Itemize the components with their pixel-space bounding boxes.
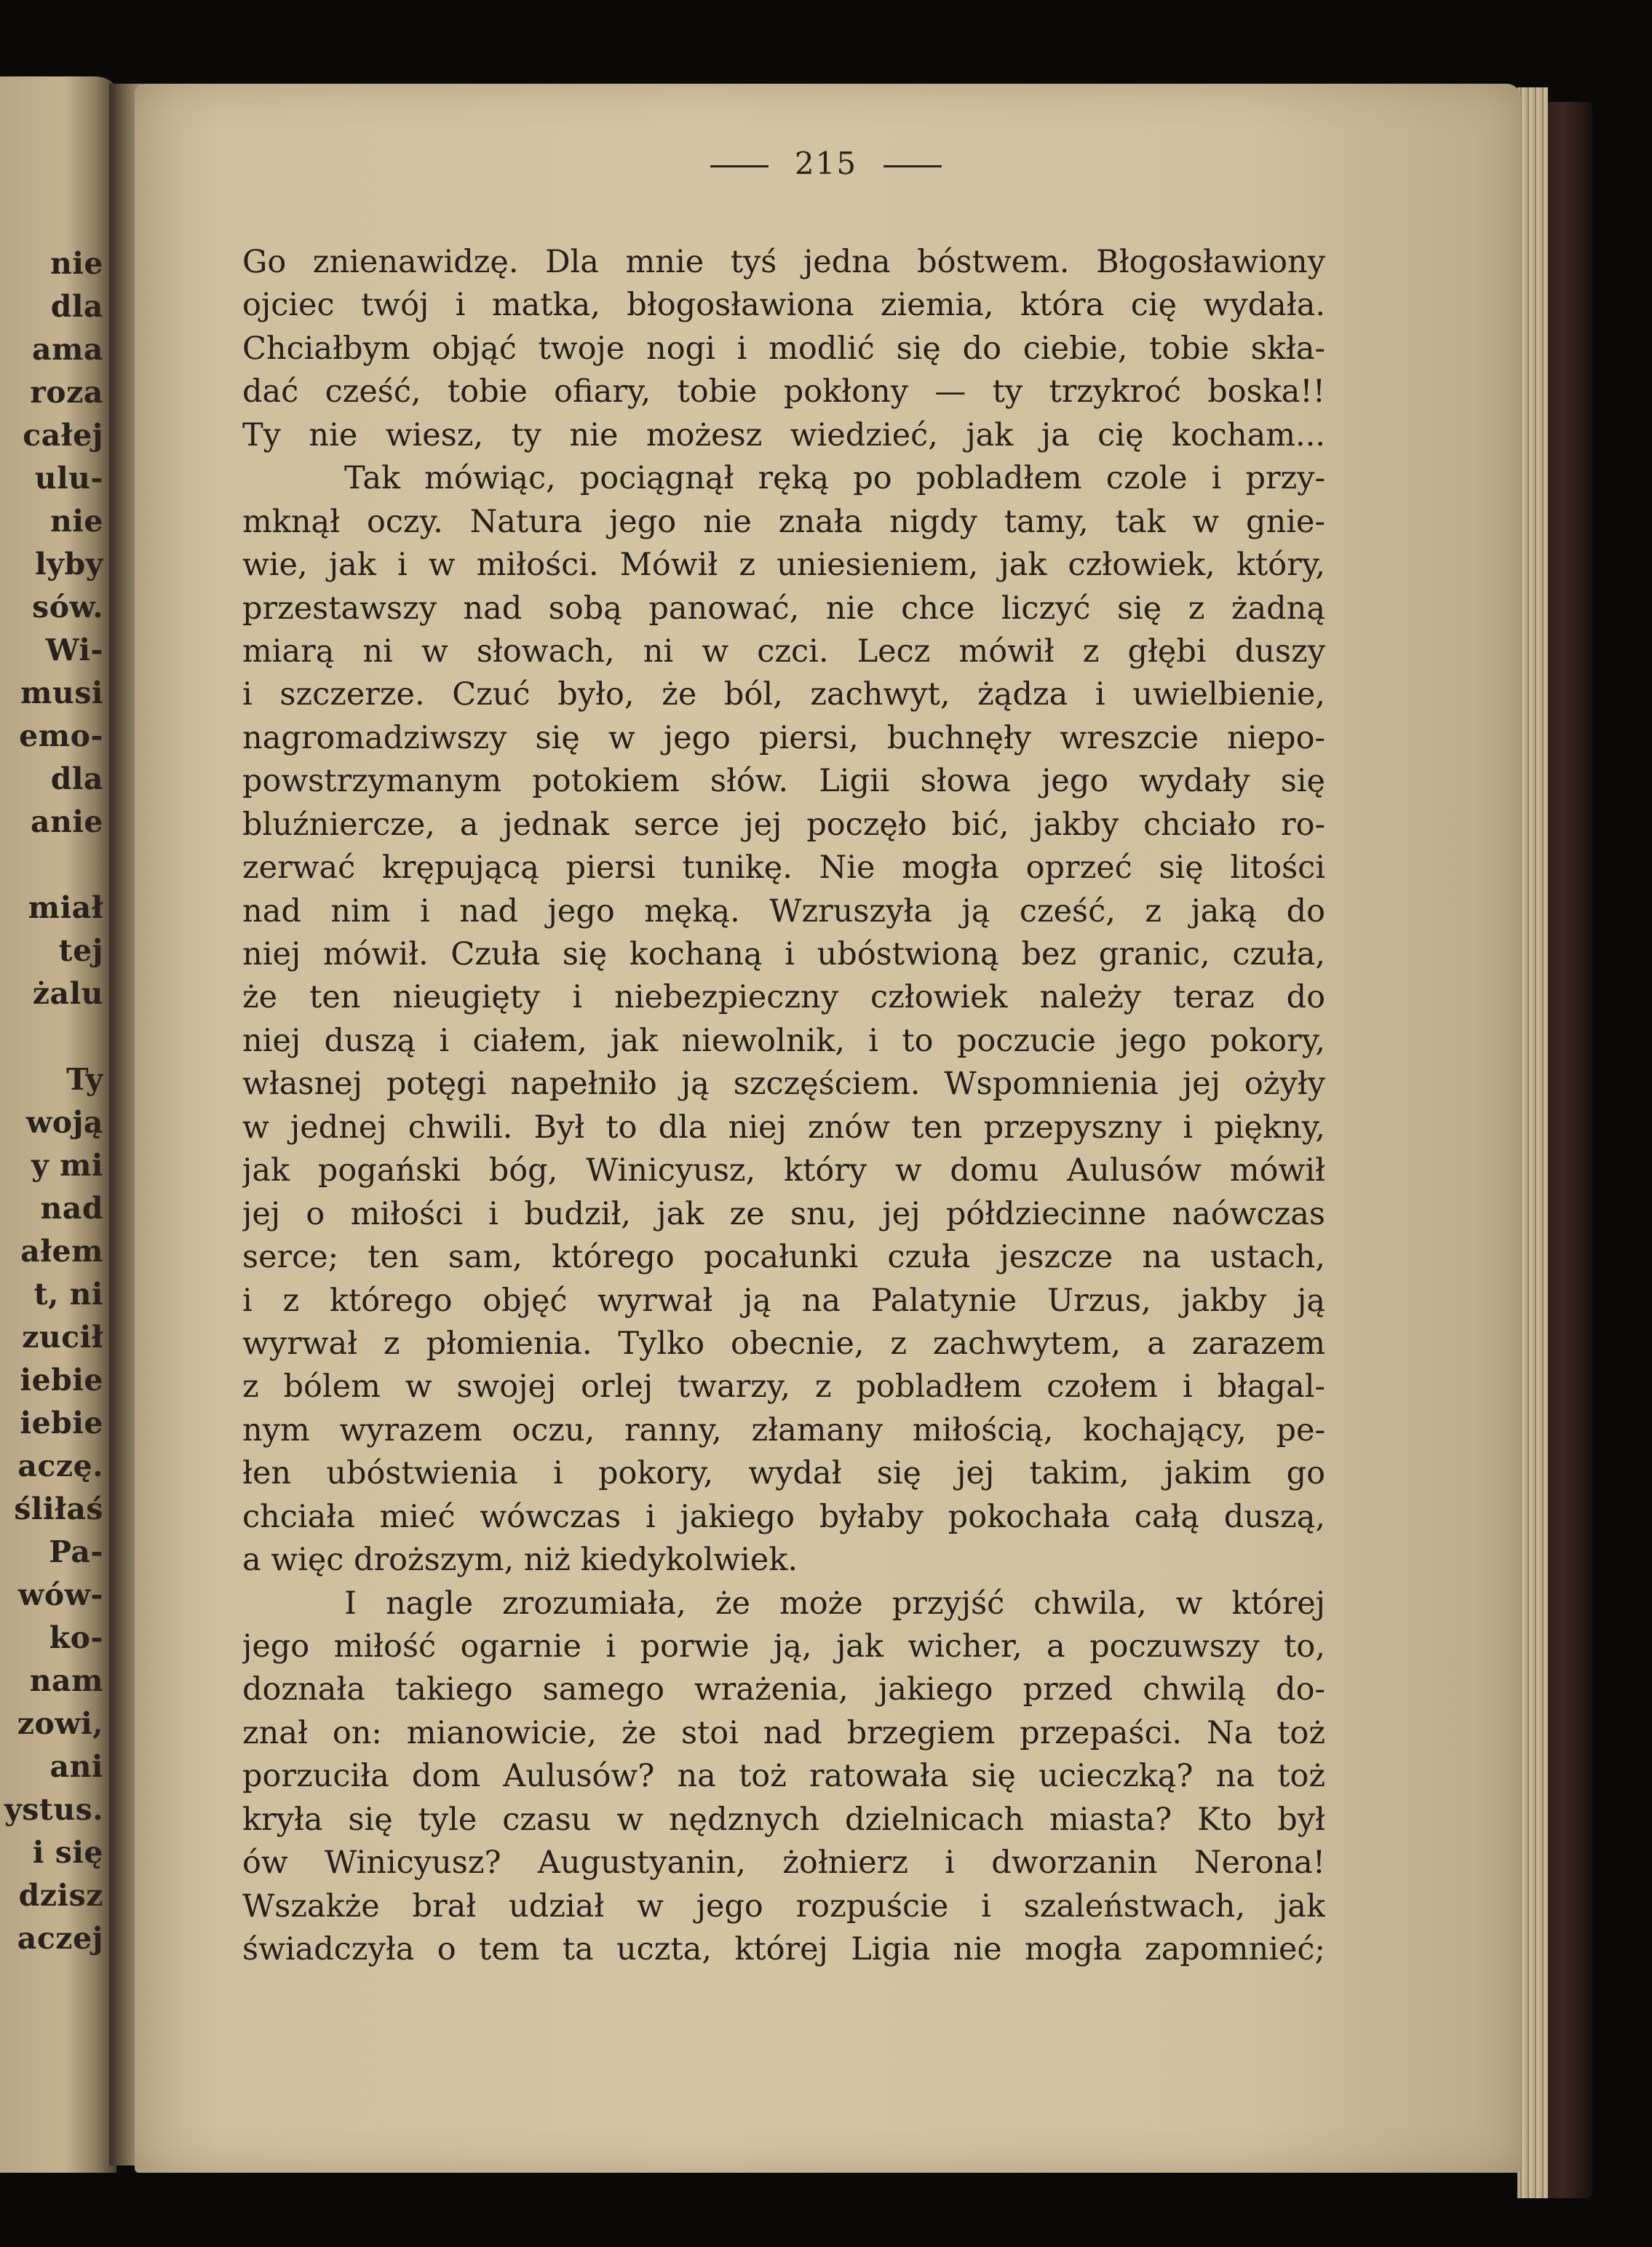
page-number: 215 xyxy=(794,146,858,181)
fragment-line: tej xyxy=(58,933,103,968)
fragment-line: ani xyxy=(49,1749,103,1784)
text-line: miarą ni w słowach, ni w czci. Lecz mówił z głębi duszy xyxy=(242,633,1325,670)
previous-page-edge xyxy=(0,76,116,2173)
fragment-line: lyby xyxy=(35,547,103,582)
text-line: chciała mieć wówczas i jakiego byłaby pokochała całą duszą, xyxy=(242,1498,1325,1535)
text-line: mknął oczy. Natura jego nie znała nigdy tamy, tak w gnie- xyxy=(242,503,1325,540)
text-line: znał on: mianowicie, że stoi nad brzegiem przepaści. Na toż xyxy=(242,1714,1325,1751)
fragment-line: miał xyxy=(28,890,103,925)
text-line: Ty nie wiesz, ty nie możesz wiedzieć, jak ja cię kocham... xyxy=(242,416,1325,453)
text-line: ojciec twój i matka, błogosławiona ziemia, która cię wydała. xyxy=(242,287,1325,324)
fragment-line: dla xyxy=(50,761,103,796)
fragment-line: wów- xyxy=(18,1577,103,1612)
page-edges xyxy=(1517,87,1548,2198)
text-line: wie, jak i w miłości. Mówił z uniesieniem, jak człowiek, który, xyxy=(242,547,1325,584)
text-line: serce; ten sam, którego pocałunki czuła jeszcze na ustach, xyxy=(242,1239,1325,1276)
text-line: ów Winicyusz? Augustyanin, żołnierz i dworzanin Nerona! xyxy=(242,1844,1325,1882)
fragment-line: woją xyxy=(25,1105,103,1140)
fragment-line: ko- xyxy=(49,1620,103,1655)
fragment-line: t, ni xyxy=(33,1277,103,1312)
fragment-line: sów. xyxy=(32,590,103,625)
fragment-line: zucił xyxy=(22,1320,103,1355)
fragment-line: nad xyxy=(40,1191,103,1226)
text-line: zerwać krępującą piersi tunikę. Nie mogła oprzeć się litości xyxy=(242,849,1325,887)
text-line: łen ubóstwienia i pokory, wydał się jej takim, jakim go xyxy=(242,1455,1325,1492)
fragment-line: całej xyxy=(23,418,103,453)
text-line: kryła się tyle czasu w nędznych dzielnicach miasta? Kto był xyxy=(242,1801,1325,1838)
header-dash-right xyxy=(883,165,942,167)
text-line: Go znienawidzę. Dla mnie tyś jedna bóstwem. Błogosławiony xyxy=(242,244,1325,280)
previous-page-line-fragments xyxy=(1,242,103,1960)
fragment-line: i się xyxy=(32,1835,103,1870)
fragment-line xyxy=(1,844,103,887)
text-line: wyrwał z płomienia. Tylko obecnie, z zachwytem, a zarazem xyxy=(242,1325,1325,1362)
fragment-line: nie xyxy=(50,246,103,281)
fragment-line: anie xyxy=(30,804,103,839)
paragraph-start-line: Tak mówiąc, pociągnął ręką po pobladłem czole i przy- xyxy=(344,460,1325,497)
fragment-line: musi xyxy=(20,675,103,710)
text-line: własnej potęgi napełniło ją szczęściem. Wspomnienia jej ożyły xyxy=(242,1066,1325,1103)
text-line: niej mówił. Czuła się kochaną i ubóstwioną bez granic, czuła, xyxy=(242,936,1325,972)
fragment-line: iebie xyxy=(20,1406,103,1440)
text-line: i szczerze. Czuć było, że ból, zachwyt, żądza i uwielbienie, xyxy=(242,676,1325,713)
text-line: bluźniercze, a jednak serce jej poczęło bić, jakby chciało ro- xyxy=(242,806,1325,843)
fragment-line: roza xyxy=(30,375,103,410)
body-text xyxy=(242,241,1325,1972)
fragment-line: nie xyxy=(50,504,103,539)
fragment-line: aczej xyxy=(17,1921,103,1956)
fragment-line: Pa- xyxy=(49,1534,103,1569)
text-line: dać cześć, tobie ofiary, tobie pokłony — ty trzykroć boska!! xyxy=(242,373,1325,411)
header-dash-left xyxy=(710,165,769,167)
text-line: Chciałbym objąć twoje nogi i modlić się do ciebie, tobie skła- xyxy=(242,330,1325,367)
text-line: porzuciła dom Aulusów? na toż ratowała się ucieczką? na toż xyxy=(242,1758,1325,1795)
text-line: niej duszą i ciałem, jak niewolnik, i to poczucie jego pokory, xyxy=(242,1022,1325,1059)
text-line: jej o miłości i budził, jak ze snu, jej półdziecinne naówczas xyxy=(242,1195,1325,1232)
fragment-line: ystus. xyxy=(4,1792,103,1827)
fragment-line: nam xyxy=(29,1663,103,1698)
text-line: doznała takiego samego wrażenia, jakiego przed chwilą do- xyxy=(242,1671,1325,1708)
fragment-line: żalu xyxy=(32,976,103,1011)
fragment-line: ałem xyxy=(20,1234,103,1269)
fragment-line: aczę. xyxy=(17,1449,103,1483)
text-line: nagromadziwszy się w jego piersi, buchnęły wreszcie niepo- xyxy=(242,719,1325,756)
text-line: powstrzymanym potokiem słów. Ligii słowa jego wydały się xyxy=(242,763,1325,800)
text-line: że ten nieugięty i niebezpieczny człowiek należy teraz do xyxy=(242,979,1325,1016)
fragment-line: dla xyxy=(50,289,103,324)
text-line: z bólem w swojej orlej twarzy, z pobladłem czołem i błagal- xyxy=(242,1368,1325,1406)
paragraph-end-line: a więc droższym, niż kiedykolwiek. xyxy=(242,1542,798,1579)
text-line: i z którego objęć wyrwał ją na Palatynie Urzus, jakby ją xyxy=(242,1282,1325,1319)
fragment-line: iebie xyxy=(20,1363,103,1398)
text-line: nym wyrazem oczu, ranny, złamany miłością, kochający, pe- xyxy=(242,1411,1325,1449)
text-line: jego miłość ogarnie i porwie ją, jak wicher, a poczuwszy to, xyxy=(242,1628,1325,1665)
fragment-line xyxy=(1,1015,103,1058)
book-binding xyxy=(1543,102,1592,2198)
fragment-line: Ty xyxy=(66,1062,103,1097)
fragment-line: Wi- xyxy=(45,633,103,667)
fragment-line: śliłaś xyxy=(14,1491,103,1526)
text-line: nad nim i nad jego męką. Wzruszyła ją cześć, z jaką do xyxy=(242,892,1325,930)
text-line: jak pogański bóg, Winicyusz, który w domu Aulusów mówił xyxy=(242,1152,1325,1189)
fragment-line: y mi xyxy=(31,1148,103,1183)
text-line: przestawszy nad sobą panować, nie chce liczyć się z żadną xyxy=(242,590,1325,627)
running-head xyxy=(135,146,1517,181)
text-line: w jednej chwili. Był to dla niej znów ten przepyszny i piękny, xyxy=(242,1109,1325,1146)
text-line: Wszakże brał udział w jego rozpuście i szaleństwach, jak xyxy=(242,1887,1325,1925)
book-page xyxy=(135,84,1521,2173)
text-line: świadczyła o tem ta uczta, której Ligia nie mogła zapomnieć; xyxy=(242,1931,1325,1968)
fragment-line: dzisz xyxy=(18,1878,103,1913)
paragraph-start-line: I nagle zrozumiała, że może przyjść chwila, w której xyxy=(344,1585,1325,1622)
fragment-line: ulu- xyxy=(34,461,103,496)
fragment-line: zowi, xyxy=(17,1706,103,1741)
fragment-line: ama xyxy=(31,332,103,367)
fragment-line: emo- xyxy=(19,718,103,753)
